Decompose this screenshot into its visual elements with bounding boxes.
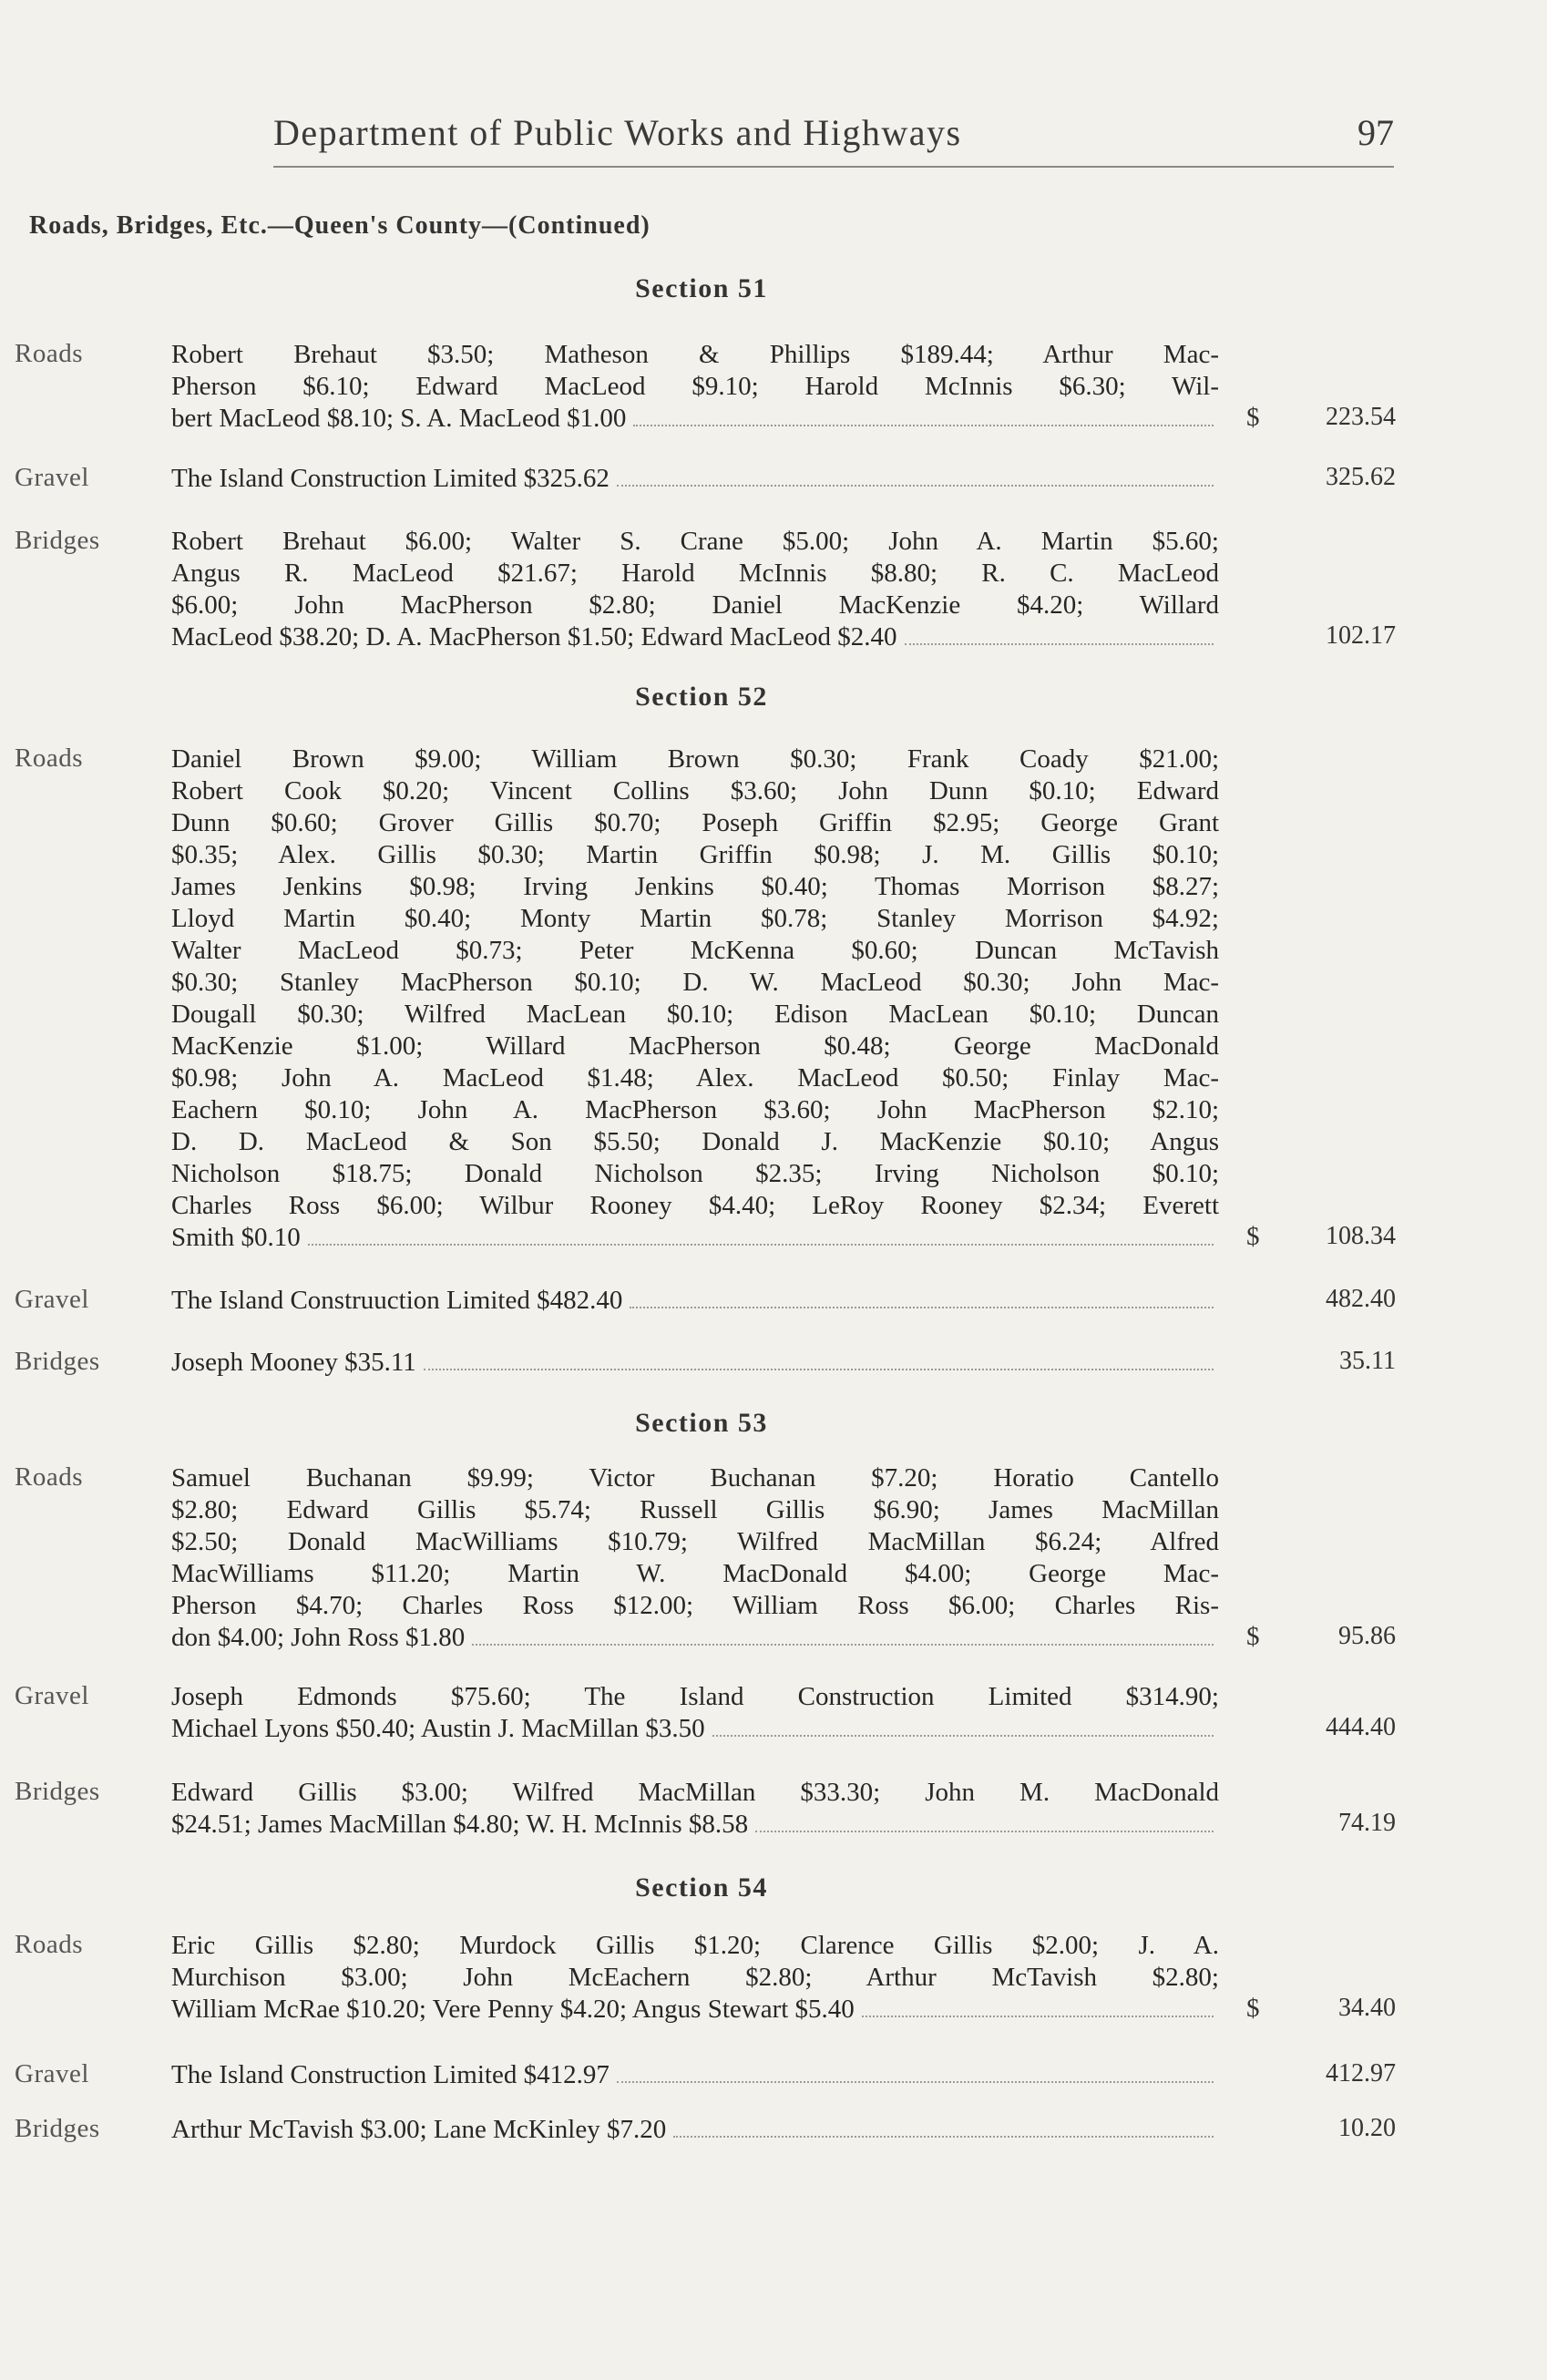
entry-line: $0.98; John A. MacLeod $1.48; Alex. MacLeod $0.50; Finlay Mac- xyxy=(171,1063,1219,1093)
entry-line: Daniel Brown $9.00; William Brown $0.30; Frank Coady $21.00; xyxy=(171,744,1219,774)
dollar-sign: $ xyxy=(1246,1222,1260,1251)
dollar-sign: $ xyxy=(1246,403,1260,432)
section-title: Section 54 xyxy=(635,1872,768,1903)
entry-amount: 35.11 xyxy=(1339,1347,1396,1375)
entry-line xyxy=(171,1809,1219,1841)
entry-line-text: Smith $0.10 xyxy=(171,1223,301,1252)
entry-line: Lloyd Martin $0.40; Monty Martin $0.78; Stanley Morrison $4.92; xyxy=(171,904,1219,933)
entry-amount: 102.17 xyxy=(1326,621,1396,650)
dot-leader xyxy=(633,424,1214,426)
entry-line: Pherson $6.10; Edward MacLeod $9.10; Harold McInnis $6.30; Wil- xyxy=(171,372,1219,401)
entry-line: $0.35; Alex. Gillis $0.30; Martin Griffin $0.98; J. M. Gillis $0.10; xyxy=(171,840,1219,869)
dot-leader xyxy=(630,1306,1214,1308)
entry-text xyxy=(171,2059,1219,2091)
entry-line xyxy=(171,1222,1219,1254)
entry-line: Dunn $0.60; Grover Gillis $0.70; Poseph Griffin $2.95; George Grant xyxy=(171,808,1219,837)
entry-line: Edward Gillis $3.00; Wilfred MacMillan $33.30; John M. MacDonald xyxy=(171,1778,1219,1807)
entry-line-text: Michael Lyons $50.40; Austin J. MacMillan $3.50 xyxy=(171,1714,705,1743)
dot-leader xyxy=(424,1368,1214,1370)
entry-line-text: Joseph Mooney $35.11 xyxy=(171,1348,416,1377)
entry-text xyxy=(171,1681,1219,1745)
entry-amount: 74.19 xyxy=(1338,1809,1396,1837)
entry-line: Charles Ross $6.00; Wilbur Rooney $4.40; LeRoy Rooney $2.34; Everett xyxy=(171,1191,1219,1220)
entry-text xyxy=(171,744,1219,1254)
entry-line-text: MacLeod $38.20; D. A. MacPherson $1.50; Edward MacLeod $2.40 xyxy=(171,622,897,651)
page-number: 97 xyxy=(1357,112,1394,153)
entry-line: MacWilliams $11.20; Martin W. MacDonald $4.00; George Mac- xyxy=(171,1559,1219,1588)
entry-line: James Jenkins $0.98; Irving Jenkins $0.40; Thomas Morrison $8.27; xyxy=(171,872,1219,901)
entry-line: Pherson $4.70; Charles Ross $12.00; William Ross $6.00; Charles Ris- xyxy=(171,1591,1219,1620)
dot-leader xyxy=(673,2135,1214,2138)
entry-line: Joseph Edmonds $75.60; The Island Construction Limited $314.90; xyxy=(171,1682,1219,1711)
entry-line-text: don $4.00; John Ross $1.80 xyxy=(171,1623,466,1652)
entry-category: Roads xyxy=(15,1930,83,1959)
entry-category: Roads xyxy=(15,339,83,368)
entry-line xyxy=(171,1285,1219,1317)
entry-text xyxy=(171,1462,1219,1654)
section-title: Section 52 xyxy=(635,682,768,712)
entry-line: Samuel Buchanan $9.99; Victor Buchanan $7.20; Horatio Cantello xyxy=(171,1463,1219,1493)
entry-line xyxy=(171,1994,1219,2026)
page-header xyxy=(273,111,1394,168)
entry-line xyxy=(171,2114,1219,2146)
entry-amount: 412.97 xyxy=(1326,2059,1396,2088)
dollar-sign: $ xyxy=(1246,1622,1260,1651)
dot-leader xyxy=(308,1243,1214,1246)
dot-leader xyxy=(755,1830,1214,1832)
entry-line-text: The Island Construuction Limited $482.40 xyxy=(171,1286,623,1315)
entry-line-text: The Island Construction Limited $325.62 xyxy=(171,464,610,493)
entry-category: Gravel xyxy=(15,1285,89,1314)
entry-category: Gravel xyxy=(15,1681,89,1710)
entry-line: Walter MacLeod $0.73; Peter McKenna $0.60; Duncan McTavish xyxy=(171,936,1219,965)
entry-category: Bridges xyxy=(15,1777,100,1806)
dot-leader xyxy=(905,642,1214,645)
entry-amount: 325.62 xyxy=(1326,463,1396,491)
entry-line xyxy=(171,2059,1219,2091)
entry-amount: 482.40 xyxy=(1326,1285,1396,1313)
entry-line: $6.00; John MacPherson $2.80; Daniel MacKenzie $4.20; Willard xyxy=(171,590,1219,620)
entry-line: Eric Gillis $2.80; Murdock Gillis $1.20; Clarence Gillis $2.00; J. A. xyxy=(171,1931,1219,1960)
entry-line: Eachern $0.10; John A. MacPherson $3.60; John MacPherson $2.10; xyxy=(171,1095,1219,1124)
entry-line xyxy=(171,621,1219,653)
dot-leader xyxy=(472,1643,1214,1646)
entry-line xyxy=(171,403,1219,435)
entry-amount: 108.34 xyxy=(1326,1222,1396,1250)
entry-line: D. D. MacLeod & Son $5.50; Donald J. MacKenzie $0.10; Angus xyxy=(171,1127,1219,1156)
entry-amount: 223.54 xyxy=(1326,403,1396,431)
entry-line: MacKenzie $1.00; Willard MacPherson $0.48; George MacDonald xyxy=(171,1031,1219,1061)
entry-line-text: $24.51; James MacMillan $4.80; W. H. McInnis $8.58 xyxy=(171,1810,749,1839)
entry-line-text: The Island Construction Limited $412.97 xyxy=(171,2060,610,2089)
entry-line-text: William McRae $10.20; Vere Penny $4.20; Angus Stewart $5.40 xyxy=(171,1995,855,2024)
dot-leader xyxy=(862,2015,1214,2017)
entry-text xyxy=(171,1285,1219,1317)
entry-line: Robert Cook $0.20; Vincent Collins $3.60; John Dunn $0.10; Edward xyxy=(171,776,1219,805)
entry-category: Bridges xyxy=(15,2114,100,2143)
entry-line: Dougall $0.30; Wilfred MacLean $0.10; Edison MacLean $0.10; Duncan xyxy=(171,1000,1219,1029)
entry-line xyxy=(171,1713,1219,1745)
section-title: Section 53 xyxy=(635,1408,768,1438)
entry-line: $0.30; Stanley MacPherson $0.10; D. W. MacLeod $0.30; John Mac- xyxy=(171,968,1219,997)
entry-amount: 95.86 xyxy=(1338,1622,1396,1650)
entry-line: $2.80; Edward Gillis $5.74; Russell Gillis $6.90; James MacMillan xyxy=(171,1495,1219,1524)
entry-text xyxy=(171,1930,1219,2026)
entry-text xyxy=(171,1347,1219,1379)
page-title: Department of Public Works and Highways xyxy=(273,112,962,153)
entry-text xyxy=(171,1777,1219,1841)
entry-line: $2.50; Donald MacWilliams $10.79; Wilfred MacMillan $6.24; Alfred xyxy=(171,1527,1219,1556)
dot-leader xyxy=(617,484,1214,487)
dollar-sign: $ xyxy=(1246,1994,1260,2023)
entry-line: Robert Brehaut $3.50; Matheson & Phillips $189.44; Arthur Mac- xyxy=(171,340,1219,369)
entry-text xyxy=(171,526,1219,653)
entry-line: Robert Brehaut $6.00; Walter S. Crane $5.00; John A. Martin $5.60; xyxy=(171,527,1219,556)
entry-line-text: Arthur McTavish $3.00; Lane McKinley $7.20 xyxy=(171,2115,667,2144)
entry-line: Angus R. MacLeod $21.67; Harold McInnis $8.80; R. C. MacLeod xyxy=(171,559,1219,588)
entry-category: Roads xyxy=(15,744,83,773)
entry-category: Bridges xyxy=(15,1347,100,1376)
entry-category: Gravel xyxy=(15,2059,89,2088)
entry-text xyxy=(171,339,1219,435)
entry-line xyxy=(171,1347,1219,1379)
entry-text xyxy=(171,2114,1219,2146)
entry-amount: 10.20 xyxy=(1338,2114,1396,2142)
entry-line xyxy=(171,463,1219,495)
entry-line xyxy=(171,1622,1219,1654)
entry-text xyxy=(171,463,1219,495)
dot-leader xyxy=(712,1734,1214,1737)
entry-amount: 34.40 xyxy=(1338,1994,1396,2022)
entry-category: Roads xyxy=(15,1462,83,1492)
entry-category: Bridges xyxy=(15,526,100,555)
dot-leader xyxy=(617,2080,1214,2083)
section-title: Section 51 xyxy=(635,273,768,303)
entry-line-text: bert MacLeod $8.10; S. A. MacLeod $1.00 xyxy=(171,404,627,433)
entry-amount: 444.40 xyxy=(1326,1713,1396,1741)
entry-line: Murchison $3.00; John McEachern $2.80; Arthur McTavish $2.80; xyxy=(171,1963,1219,1992)
entry-category: Gravel xyxy=(15,463,89,492)
continued-heading: Roads, Bridges, Etc.—Queen's County—(Continued) xyxy=(29,211,651,240)
entry-line: Nicholson $18.75; Donald Nicholson $2.35; Irving Nicholson $0.10; xyxy=(171,1159,1219,1188)
